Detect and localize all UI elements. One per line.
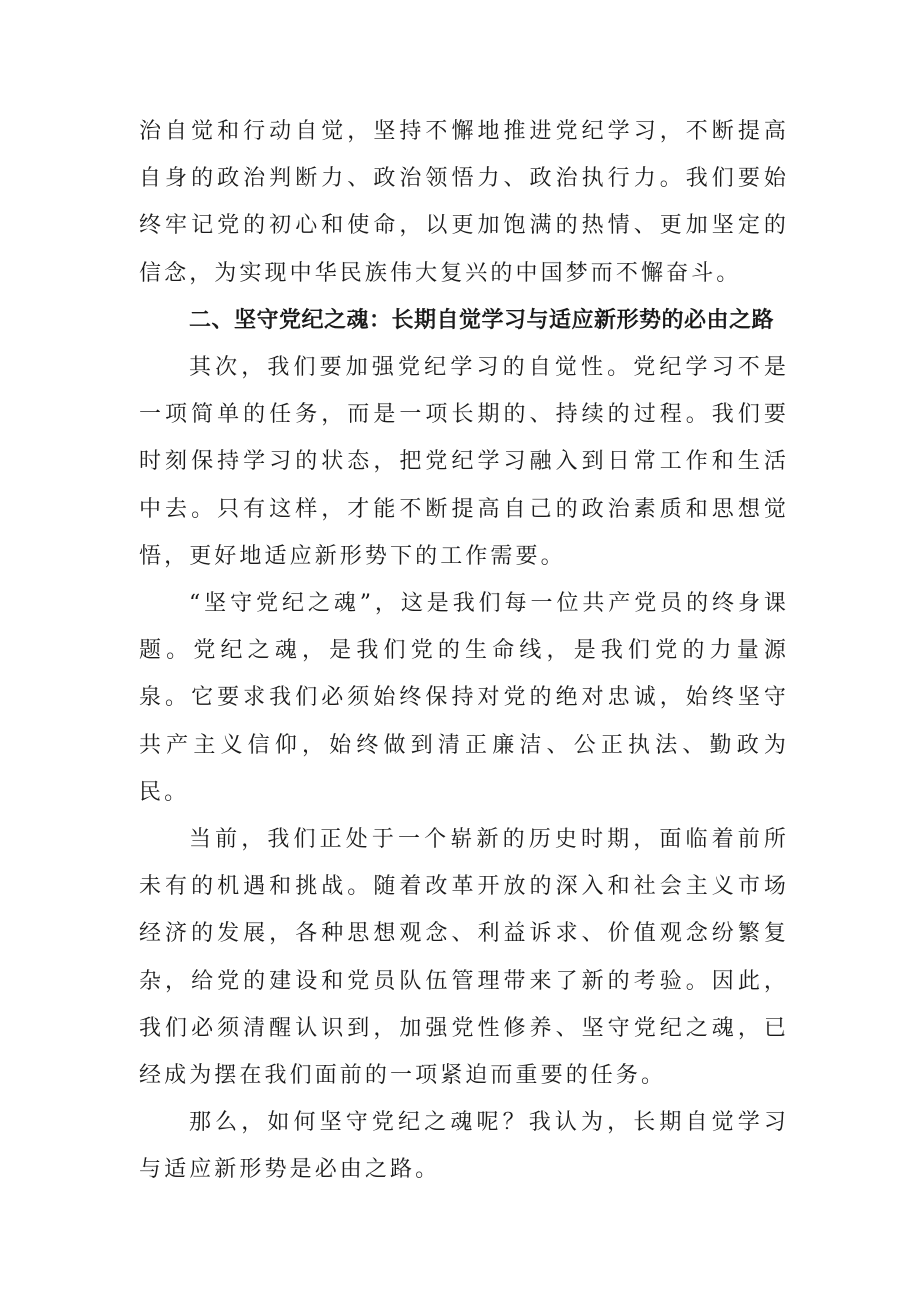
paragraph-conclusion: 那么，如何坚守党纪之魂呢？我认为，长期自觉学习与适应新形势是必由之路。 [139, 1110, 789, 1183]
document-body [139, 108, 789, 1194]
paragraph-continuation: 治自觉和行动自觉，坚持不懈地推进党纪学习，不断提高自身的政治判断力、政治领悟力、政治执行力。我们要始终牢记党的初心和使命，以更加饱满的热情、更加坚定的信念，为实现中华民族伟大复兴的中国梦而不懈奋斗。 [139, 119, 789, 286]
section-heading: 二、坚守党纪之魂：长期自觉学习与适应新形势的必由之路 [189, 307, 775, 333]
paragraph-party-soul: “坚守党纪之魂”，这是我们每一位共产党员的终身课题。党纪之魂，是我们党的生命线，是我们党的力量源泉。它要求我们必须始终保持对党的绝对忠诚，始终坚守共产主义信仰，始终做到清正廉洁、公正执法、勤政为民。 [139, 591, 789, 805]
paragraph-study-consciousness: 其次，我们要加强党纪学习的自觉性。党纪学习不是一项简单的任务，而是一项长期的、持续的过程。我们要时刻保持学习的状态，把党纪学习融入到日常工作和生活中去。只有这样，才能不断提高自己的政治素质和思想觉悟，更好地适应新形势下的工作需要。 [139, 355, 789, 569]
paragraph-new-era: 当前，我们正处于一个崭新的历史时期，面临着前所未有的机遇和挑战。随着改革开放的深入和社会主义市场经济的发展，各种思想观念、利益诉求、价值观念纷繁复杂，给党的建设和党员队伍管理带来了新的考验。因此，我们必须清醒认识到，加强党性修养、坚守党纪之魂，已经成为摆在我们面前的一项紧迫而重要的任务。 [139, 827, 789, 1089]
